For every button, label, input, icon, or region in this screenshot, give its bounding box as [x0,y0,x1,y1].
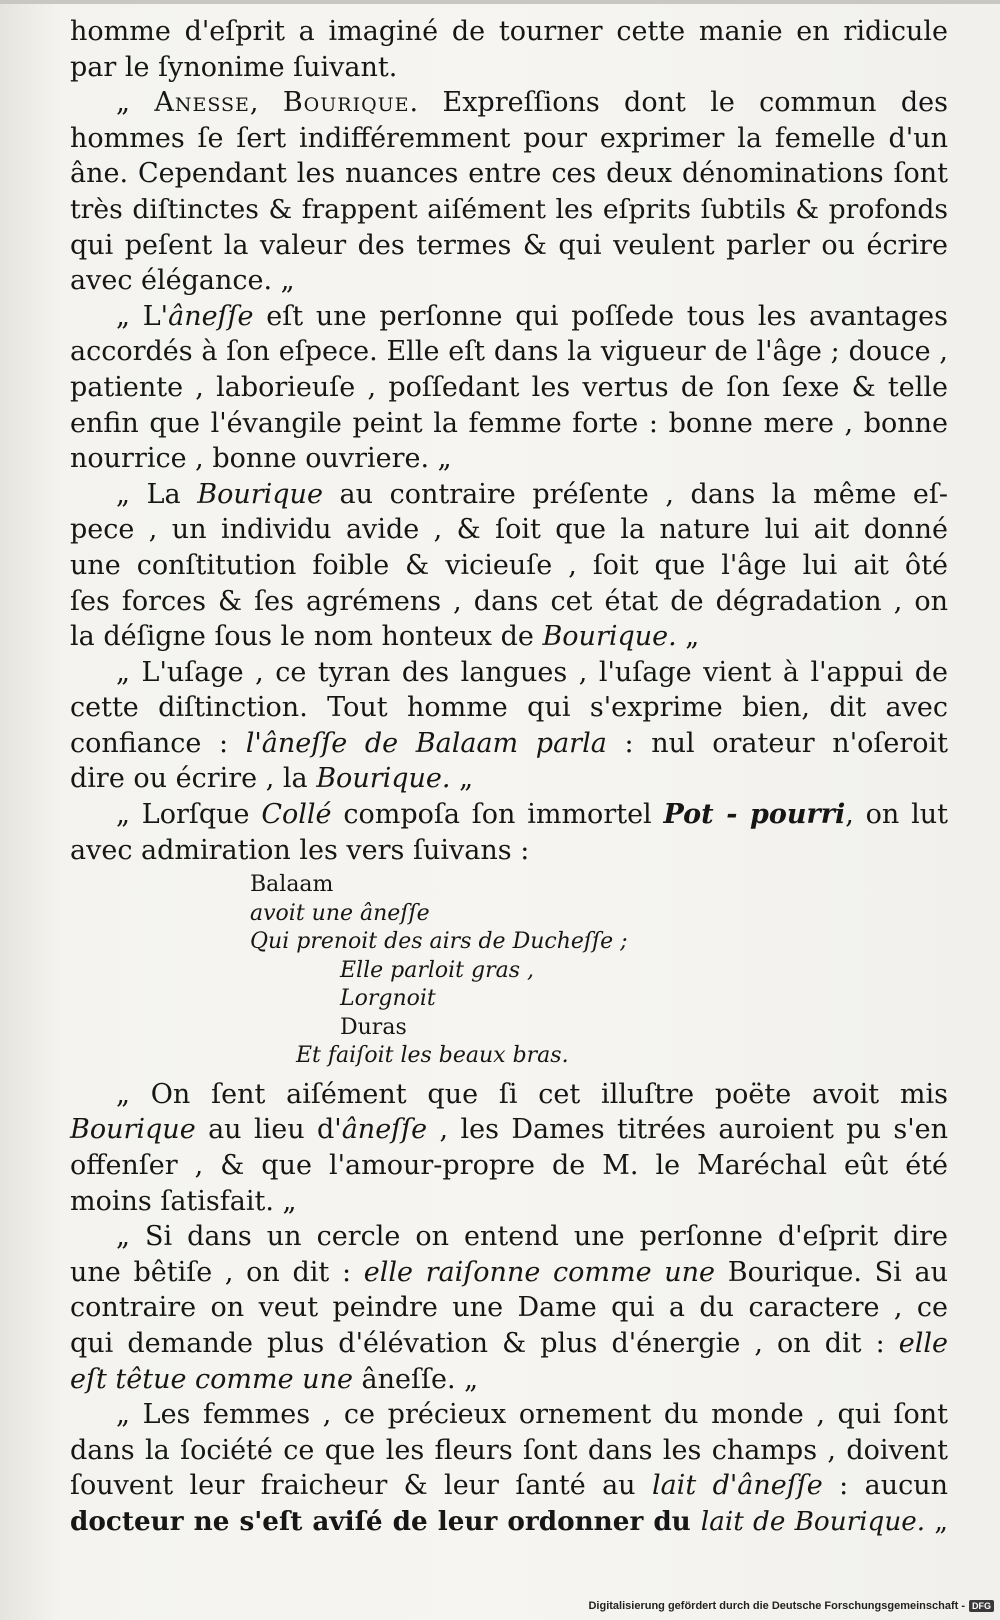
text-fragment: au contraire préſente , dans la même eſ- [322,478,949,510]
text-fragment: confiance : [70,727,246,759]
text-fragment: Balaam [250,872,334,898]
italic-title: Pot - pourri [663,799,846,831]
text-line [70,85,948,121]
text-line: qui peſent la valeur des termes & qui veulent parler ou écrire [70,229,948,261]
quote-mark: „ [116,87,155,119]
text-fragment: qui demande plus d'élévation & plus d'énergie , on dit : [70,1327,899,1359]
text-fragment: docteur ne s'eſt aviſé de leur ordonner du [70,1505,701,1537]
verse-line: Qui prenoit des airs de Ducheſſe ; [250,929,628,955]
text-line: nourrice , bonne ouvriere. „ [70,443,452,475]
text-fragment: Duras [340,1014,407,1040]
text-fragment: dire ou écrire , la [70,763,317,795]
italic-term: âneſſe [168,300,254,332]
italic-phrase: elle raiſonne comme une [363,1256,716,1288]
text-line: enfin que l'évangile peint la femme forte : bonne mere , bonne [70,407,948,439]
text-fragment: „ [925,1506,948,1537]
text-fragment: : aucun [822,1470,948,1502]
text-line: „ On ſent aiſément que ſi cet illuſtre poëte avoit mis [116,1078,948,1110]
dfg-logo: DFG [969,1600,994,1612]
text-line [70,477,948,513]
italic-phrase: lait d'âneſſe [651,1470,823,1502]
text-fragment: „ [450,763,474,795]
text-line [70,1255,948,1291]
italic-term: Bourique [197,478,323,510]
text-fragment: avoit une âneſſe [250,900,430,926]
text-fragment: „ La [116,478,198,510]
headword-bourique: Bourique [282,87,410,119]
text-line: âne. Cependant les nuances entre ces deux dénominations ſont [70,158,948,190]
text-line: „ L'uſage , ce tyran des langues , l'uſage vient à l'appui de [116,656,948,688]
text-fragment: au lieu d' [195,1114,342,1146]
digitization-footer [588,1600,994,1612]
text-line: très diſtinctes & frappent aiſément les eſprits ſubtils & profonds [70,193,948,225]
italic-term: Bourique. [542,621,677,653]
text-line [70,726,948,762]
verse-line: Elle parloit gras , [340,957,535,983]
text-line: contraire on veut peindre une Dame qui a du caractere , ce [70,1292,948,1324]
text-line [70,1112,948,1148]
text-line: pece , un individu avide , & ſoit que la nature lui ait donné [70,514,948,546]
text-fragment: une bêtiſe , on dit : [70,1256,364,1288]
text-line [70,299,948,335]
text-fragment: ſouvent leur fraicheur & leur ſanté au [70,1470,652,1502]
text-line: offenſer , & que l'amour-propre de M. le Maréchal eût été [70,1149,948,1181]
text-line [70,619,948,655]
text-line: cette diſtinction. Tout homme qui s'exprime bien, dit avec [70,692,948,724]
text-fragment: âneſſe. „ [352,1363,479,1395]
text-line: homme d'eſprit a imaginé de tourner cette manie en ridicule [70,16,948,47]
verse-line [70,871,948,928]
page-top-edge [0,0,1000,4]
text-line: avec admiration les vers ſuivans : [70,834,530,866]
text-fragment: compoſa ſon immortel [331,799,664,831]
text-fragment: : nul orateur n'oſeroit [606,727,948,759]
text-line [70,797,948,833]
text-line: par le ſynonime ſuivant. [70,51,398,83]
text-fragment: Lorgnoit [340,986,436,1012]
text-fragment: . Expreſſions dont le commun des [409,87,948,119]
italic-term: âneſſe [341,1114,428,1146]
text-fragment: , les Dames titrées auroient pu s'en [427,1114,949,1146]
verse-block [70,871,948,1071]
text-line: moins ſatisfait. „ [70,1185,297,1217]
text-fragment: „ [676,621,700,653]
italic-phrase: eſt têtue comme une [70,1363,353,1395]
italic-phrase: lait de Bourique. [700,1506,926,1537]
verse-line [70,985,948,1042]
text-line: une conſtitution foible & vicieuſe , ſoit que l'âge lui ait ôté [70,549,948,581]
text-fragment: Bourique. Si au [715,1256,948,1288]
text-fragment: , on lut [845,799,948,831]
italic-term: Bourique. [316,763,451,795]
text-line [70,761,948,797]
italic-phrase: elle [898,1327,948,1359]
text-fragment: la déſigne ſous le nom honteux de [70,621,543,653]
text-line: accordés à ſon eſpece. Elle eſt dans la vigueur de l'âge ; douce , [70,336,948,368]
text-line: ſes forces & ſes agrémens , dans cet état de dégradation , on [70,585,948,617]
text-line: „ Si dans un cercle on entend une perſonne d'eſprit dire [116,1221,948,1253]
text-line [70,1504,948,1541]
text-fragment: „ Lorſque [116,799,262,831]
footer-text: Digitalisierung gefördert durch die Deutsche Forschungsgemeinschaft - [588,1600,965,1612]
page-body-text [70,14,948,1540]
text-line: patiente , laborieuſe , poſſedant les vertus de ſon ſexe & telle [70,371,948,403]
text-line: hommes ſe ſert indifféremment pour exprimer la femelle d'un [70,122,948,154]
text-fragment: eſt une perſonne qui poſſede tous les avantages [253,300,948,332]
text-line: avec élégance. „ [70,265,295,297]
text-line: „ Les femmes , ce précieux ornement du monde , qui ſont [116,1399,948,1431]
headword-anesse: Anesse [154,87,250,119]
text-fragment: „ L' [116,300,169,332]
text-line [70,1468,948,1504]
text-line: dans la ſociété ce que les fleurs ſont dans les champs , doivent [70,1434,948,1466]
italic-term: Bourique [70,1114,196,1146]
text-line [70,1326,948,1362]
italic-quote: l'âneſſe de Balaam parla [245,727,607,759]
text-fragment: , [249,87,283,119]
text-line [70,1362,948,1398]
italic-name: Collé [261,799,332,831]
verse-line: Et faiſoit les beaux bras. [296,1043,569,1069]
